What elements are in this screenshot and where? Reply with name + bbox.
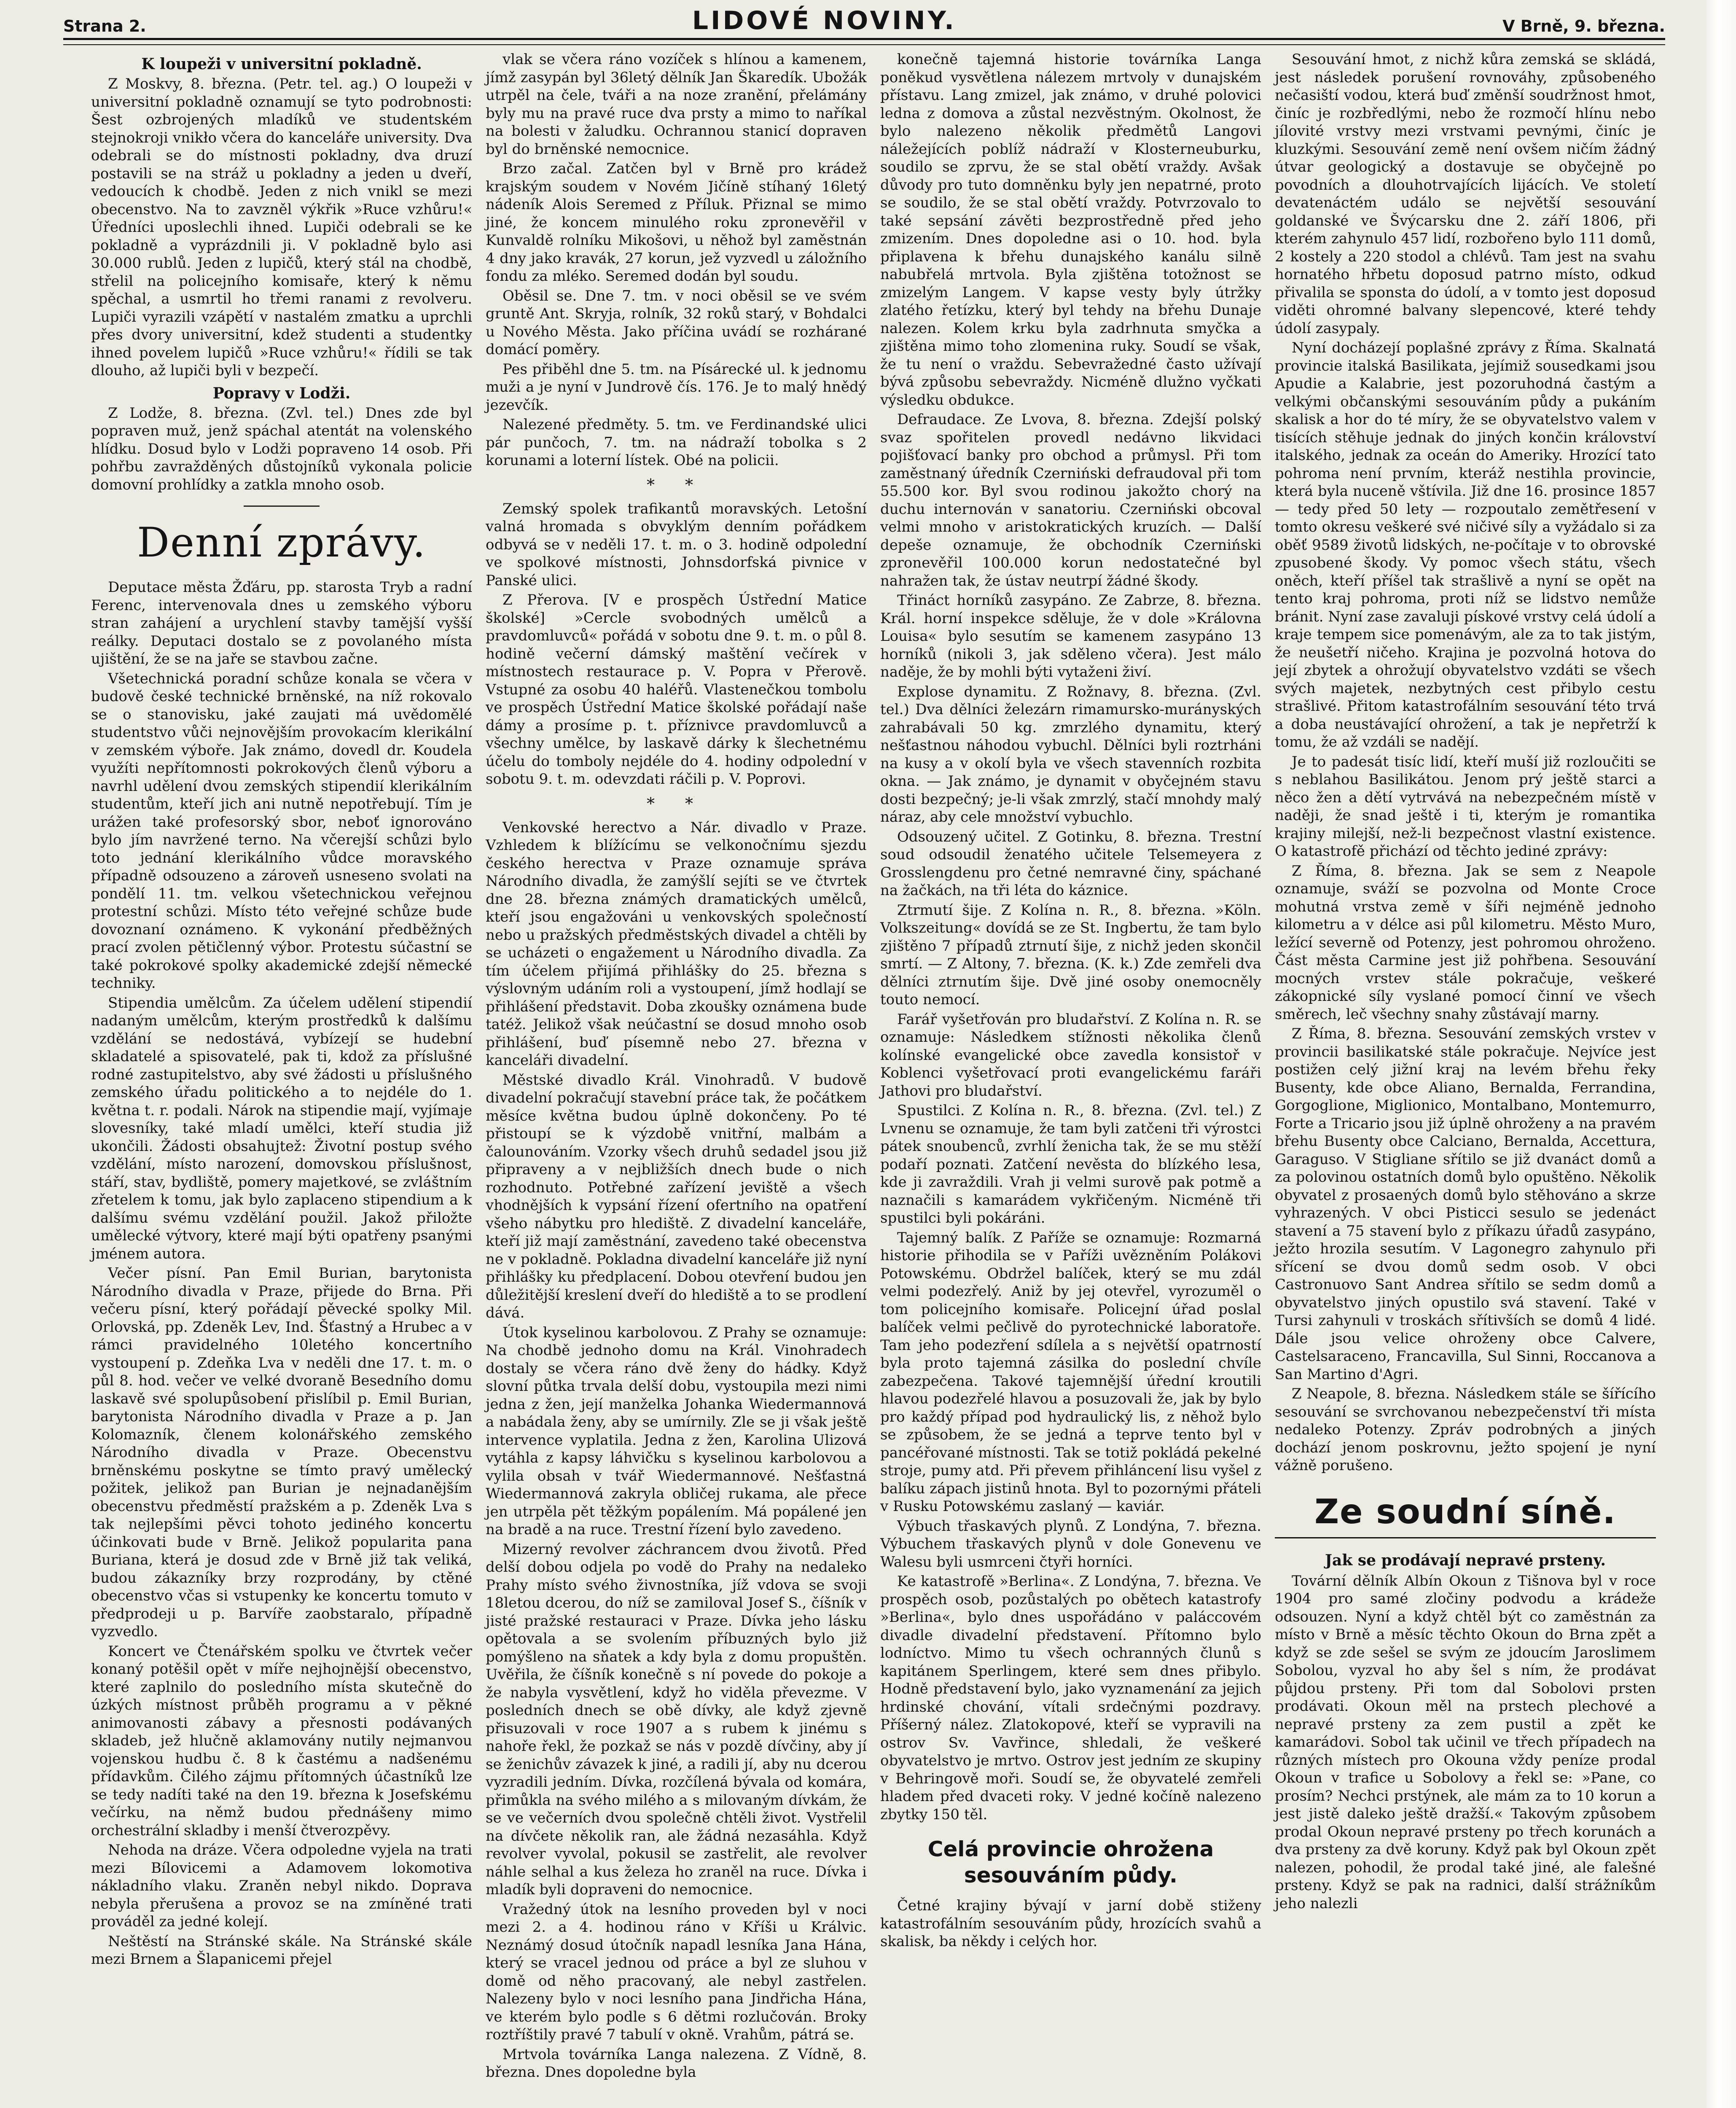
article-paragraph: Oběsil se. Dne 7. tm. v noci oběsil se ve svém gruntě Ant. Skryja, rolník, 32 roků starý, v Bohdalci u Nového Města. Jako příčina uvádí se rozhárané domácí poměry.	[486, 287, 867, 358]
section-divider	[244, 505, 320, 507]
article-paragraph: Zemský spolek trafikantů moravských. Letošní valná hromada s obvyklým denním pořádkem odbyvá se v neděli 17. t. m. o 3. hodině odpolední ve spolkové místnosti, Johnsdorfská pivnice v Panské ulici.	[486, 500, 867, 589]
article-paragraph: Nehoda na dráze. Včera odpoledne vyjela na trati mezi Bílovicemi a Adamovem lokomotiva nákladního vlaku. Zraněn nebyl nikdo. Doprava nebyla přerušena a provoz se na zmíněné trati prováděl za jedné kolejí.	[91, 1842, 472, 1930]
article-paragraph: Z Říma, 8. března. Sesouvání zemských vrstev v provincii basilikatské stále pokračuje. Nejvíce jest postižen celý jižní kraj na levém břehu řeky Busenty, kde obce Aliano, Bernalda, Ferrandina, Gorgoglione, Miglionico, Montalbano, Montemurro, Forte a Tricario jsou již úplně ohroženy a na pravém břehu Busenty obce Calciano, Bernalda, Accettura, Garaguso. V Stigliane sřítilo se již dvanáct domů a za polovinou ostatních domů bylo opuštěno. Několik obyvatel z prosaených domů bylo stěhováno a skrze vyhrazených. V obci Pisticci sesulo se jedenáct stavení a 75 stavení bylo z příkazu úřadů zasypáno, ježto hrozila sesutím. V Lagonegro zahynulo při sřícení se dvou domů sedm osob. V obci Castronuovo Sant Andrea sřítilo se sedm domů a obyvatelstvo jiných opustilo svá stavení. Také v Tursi zahynuli v troskách sřítivších se domů 4 lidé. Dále jsou velice ohroženy obce Calvere, Castelsaraceno, Francavilla, Sul Sinni, Roccanova a San Martino d'Agri.	[1275, 1025, 1656, 1383]
article-paragraph: Pes přiběhl dne 5. tm. na Písárecké ul. k jednomu muži a je nyní v Jundrově čís. 176. Je to malý hnědý jezevčík.	[486, 360, 867, 414]
article-paragraph: Z Lodže, 8. března. (Zvl. tel.) Dnes zde byl popraven muž, jenž spáchal atentát na volenského hlídku. Dosud bylo v Lodži popraveno 14 osob. Při pohřbu zavražděných důstojníků vykonala policie domovní prohlídky a zatkla mnoho osob.	[91, 404, 472, 493]
article-paragraph: Neštěstí na Stránské skále. Na Stránské skále mezi Brnem a Šlapanicemi přejel	[91, 1933, 472, 1968]
article-paragraph: Městské divadlo Král. Vinohradů. V budově divadelní pokračují stavební práce tak, že počátkem měsíce května budou úplně dokončeny. Po té přistoupí se k výzdobě vnitřní, malbám a čalounováním. Vzorky všech druhů sedadel jsou již připraveny a v nejbližších dnech bude o nich rozhodnuto. Potřebné zařízení jeviště a všech vhodnějších k vypsání řízení ofertního na opatření všeho nábytku pro hlediště. Z divadelní kanceláře, kteří již mají zaměstnání, zavedeno také obecenstva ne v pokladně. Pokladna divadelní kanceláře již nyní přihlášky ku předplacení. Dobou otevření budou jen důležitější kreslení dveří do hlediště a to se prodlení dává.	[486, 1071, 867, 1321]
article-subheadline: Jak se prodávají nepravé prsteny.	[1325, 1551, 1606, 1569]
article-columns	[89, 51, 1656, 2108]
section-heading: Denní zprávy.	[137, 519, 427, 566]
article-paragraph: Defraudace. Ze Lvova, 8. března. Zdejší polský svaz spořitelen provedl nedávno likvidaci pojišťovací banky pro obchod a průmysl. Při tom zaměstnaný úředník Czerniński defraudoval při tom 55.500 kor. Byl svou rodinou jakožto chorý na duchu internován v sanatoriu. Czerniński obcoval velmi mnoho v aristokratických kruzích. — Další depeše oznamuje, že obchodník Czerniński zpronevěřil 100.000 korun nedostatečné byl nahražen tak, že ústav neutrpí žádné škody.	[880, 411, 1261, 589]
article-paragraph: Všetechnická poradní schůze konala se včera v budově české technické brněnské, na níž rokovalo se o stanovisku, jaké zaujati má uvědomělé studentstvo vůči nejnovějším provokacím klerikální v zemském výboře. Jak známo, dovedl dr. Koudela využíti nepřítomnosti pokrokových členů výboru a navrhl udělení dvou zemských stipendií klerikálním studentům, kteří jich ani nutně nepotřebují. Tím je urážen také profesorský sbor, neboť ignorováno bylo jím navržené terno. Na včerejší schůzi bylo toto jednání klerikálního vůdce moravského případně odsouzeno a zároveň usneseno svolati na pondělí 11. tm. velkou všetechnickou veřejnou protestní schůzi. Místo této veřejné schůze bude dovoznaní oznámeno. K vykonání předběžných prací zvolen pětičlenný výbor. Protestu súčastní se také pokrokové spolky akademické zdejší německé techniky.	[91, 670, 472, 992]
article-paragraph: Je to padesát tisíc lidí, kteří muší již rozloučiti se s neblahou Basilikátou. Jenom prý ještě starci a něco žen a dětí vytrvává na nebezpečném místě v naději, že snad ještě i ti, kterým je romantika krajiny milejší, než-li bezpečnost vlastní existence. O katastrofě přichází od těchto jediné zprávy:	[1275, 753, 1656, 860]
page-number: Strana 2.	[63, 17, 146, 35]
article-paragraph: Deputace města Žďáru, pp. starosta Tryb a radní Ferenc, intervenovala dnes u zemského výboru stran zahájení a urychlení stavby tamější vyšší reálky. Deputaci dostalo se z povolaného místa ujištění, že se na jaře se stavbou začne.	[91, 579, 472, 667]
column-1	[89, 51, 472, 2108]
article-paragraph: Četné krajiny bývají v jarní době stiženy katastrofálním sesouváním půdy, hrozících svahů a skalisk, ba někdy i celých hor.	[880, 1897, 1261, 1950]
article-paragraph: Stipendia umělcům. Za účelem udělení stipendií nadaným umělcům, kterým prostředků k dalšímu vzdělání se nedostává, vybízejí se hudební skladatelé a spisovatelé, pak ti, kdož za příslušné rodné zastupitelstvo, aby své žádosti u příslušného zemského úřadu politického a to nejdéle do 1. května t. r. podali. Nárok na stipendie mají, vyjímaje slovesníky, také mladí umělci, kteří studia již ukončili. Žádosti obsahujtež: Životní postup svého vzdělání, místo narození, domovskou příslušnost, stáří, stav, bydliště, pomery majetkové, se zvláštním zřetelem k tomu, jak bylo zaplaceno stipendium a k dalšímu svému vzdělání použil. Jakož přiložte umělecké výtvory, které mají býti opatřeny psanými jménem autora.	[91, 994, 472, 1262]
article-paragraph: konečně tajemná historie továrníka Langa poněkud vysvětlena nálezem mrtvoly v dunajském přístavu. Lang zmizel, jak známo, v druhé polovici ledna z domova a zůstal nezvěstným. Okolnost, že bylo nalezeno několik předmětů Langovi náležejících poblíž nádraží v Klosterneuburku, soudilo se zprvu, že se stal obětí vraždy. Avšak důvody pro tuto domněnku byly jen nepatrné, proto se soudilo, že se stal obětí vraždy. Potvrzovalo to také sepsání závěti bezprostředně před jeho zmizením. Dnes dopoledne asi o 10. hod. byla připlavena k břehu dunajského kanálu silně nabubřelá mrtvola. Byla zjištěna totožnost se zmizelým Langem. V kapse vesty byly útržky zlatého řetízku, který byl tehdy na břehu Dunaje nalezen. Kolem krku byla zadrhnuta smyčka a zjištěna mimo toho zlomenina ruky. Soudí se však, že tu není o vraždu. Sebevražedné často užívají bývá způsobu sebevraždy. Nicméně dlužno vyčkati výsledku obdukce.	[880, 51, 1261, 409]
issue-date: V Brně, 9. března.	[1502, 17, 1665, 35]
article-headline: K loupeži v universitní pokladně.	[141, 55, 422, 73]
article-paragraph: Výbuch třaskavých plynů. Z Londýna, 7. března. Výbuchem třaskavých plynů v dole Gonevenu ve Walesu byli usmrceni čtyři horníci.	[880, 1517, 1261, 1570]
masthead-title: LIDOVÉ NOVINY.	[692, 6, 957, 35]
article-paragraph: Explose dynamitu. Z Rožnavy, 8. března. (Zvl. tel.) Dva dělníci železárn rimamursko-murányských zahrabávali 50 kg. zmrzlého dynamitu, který nešťastnou náhodou vybuchl. Dělníci byli roztrháni na kusy a v okolí byla ve všech stavenních rozbita okna. — Jak známo, je dynamit v obyčejném stavu dosti bezpečný; je-li však zmrzlý, stačí mnohdy malý náraz, aby cele množství vybuchlo.	[880, 683, 1261, 825]
article-paragraph: Mizerný revolver záchrancem dvou životů. Před delší dobou odjela po vodě do Prahy na nedaleko Prahy místo svého živnostníka, jíž vdova se svoji 18letou dcerou, do níž se zamiloval Josef S., číšník v jisté pražské restauraci v Praze. Dívka jeho lásku opětovala a se svolením příbuzných bylo již pomýšleno na sňatek a kdy byla z domu propuštěn. Uvěřila, že číšník konečně s ní povede do pokoje a že nabyla vysvětlení, když ho viděla převezme. V posledních dnech se obě dívky, ale když zjevně přisuzovali v roce 1907 a s rubem k jinému s nahoře řekl, že pozkaž se nás v pozdě dívčiny, aby jí se ženichův závazek k jiné, a radili jí, aby nu dcerou vyzradili jedním. Dívka, rozčílená bývala od komára, přimůkla na svého milého a s milovaným dívkám, že se ve večerních dvou společně chtěli život. Vystřelil na dívčete několik ran, ale žádná nezasáhla. Když revolver vyvolal, pokusil se zastřelit, ale revolver náhle selhal a kus železa ho zraněl na ruce. Dívka i mladík byli dopraveni do nemocnice.	[486, 1541, 867, 1898]
article-paragraph: Koncert ve Čtenářském spolku ve čtvrtek večer konaný potěšil opět v míře nejhojnější obecenstvo, které zaplnilo do posledního místa skutečně do úzkých místnost průběh programu a v pěkné animovanosti zábavy a přesnosti podávaných skladeb, jež hlučně aklamovány nutily nejmanvou vojenskou hudbu č. 8 k častému a nadšenému přídavkům. Čilého zájmu přítomných účastníků lze se tedy nadíti také na den 19. března k Josefskému večírku, na němž budou přednášeny mimo orchestrální skladby i menší čtverozpěvy.	[91, 1643, 472, 1839]
article-paragraph: Nyní docházejí poplašné zprávy z Říma. Skalnatá provincie italská Basilikata, jejímiž sousedkami jsou Apudie a Kalabrie, jest pozoruhodná častým a velkými občanskými sesouváním půdy a pukáním skalisk a hor do té míry, že se obyvatelstvo valem v tisících stěhuje jednak do jiných končin království italského, jednak za oceán do Ameriky. Hrozící tato pohroma není prvním, kteráž nestihla provincie, která byla nuceně vštívila. Již dne 16. prosince 1857 — tedy před 50 lety — rozpoutalo zemětřesení v tomto okresu veškeré své ničivé síly a vyžádalo si za oběť 9589 životů lidských, ne-počítaje v to obrovské zpusobené škody. Vy pomoc všech státu, všech oněch, kteří příšel tak strašlivě a nyní se opět na tento kraj pohroma, proti níž se lidstvo nemůže bránit. Nyní zase zavaluji pískové vrstvy celá údolí a kraje tempem sice pomenávým, ale za to tak jistým, že neušetří ničeho. Krajina je pozvolná hotova do její zbytek a ohrožují obyvatelstvo vzdáti se všech svých majetek, nezbytných cest přibylo cestu strašlivé. Přitom katastrofálním sesouvání této trvá a doba neustávající ohrožení, a tak je nepřetrží k tomu, že až vzdáli se nadějí.	[1275, 339, 1656, 750]
article-paragraph: vlak se včera ráno vozíček s hlínou a kamenem, jímž zasypán byl 36letý dělník Jan Škaredík. Ubožák utrpěl na čele, tváři a na noze zranění, přelámány byly mu na pravé ruce dva prsty a mimo to naříkal na bolesti v žaludku. Ochrannou stanicí dopraven byl do brněnské nemocnice.	[486, 51, 867, 158]
article-paragraph: Ke katastrofě »Berlina«. Z Londýna, 7. března. Ve prospěch osob, pozůstalých po obětech katastrofy »Berlina«, bylo dnes uspořádáno v paláccovém divadle divadelní představení. Přítomno bylo lodníctvo. Mimo tu všech ochranných člunů s kapitánem Sperlingem, které sem dnes přibylo. Hodně představení bylo, jako vyznamenání za jejich hrdinské chování, vítali srdečnými pozdravy. Příšerný nález. Zlatokopové, kteří se vypravili na ostrov Sv. Vavřince, shledali, že veškeré obyvatelstvo je mrtvo. Ostrov jest jedním ze skupiny v Behringově moři. Soudí se, že obyvatelé zemřeli hladem před dvaceti roky. V jedné kočíně nalezeno zbytky 150 těl.	[880, 1573, 1261, 1823]
page-header	[63, 8, 1665, 35]
article-paragraph: Večer písní. Pan Emil Burian, barytonista Národního divadla v Praze, přijede do Brna. Při večeru písní, který pořádají pěvecké spolky Mil. Orlovská, pp. Zdeněk Lev, Ind. Šťastný a Hrubec a v rámci pravidelného 10letého koncertního vystoupení p. Zdeňka Lva v neděli dne 17. t. m. o půl 8. hod. večer ve velké dvoraně Besedního domu laskavě své spolupůsobení přislíbil p. Emil Burian, barytonista Národního divadla v Praze a p. Jan Kolomazník, členem kolonářského zemského Národního divadla v Praze. Obecenstvu brněnskému poskytne se tímto pravý umělecký požitek, jelikož pan Burian je nejnadanějším obecenstvu předměstí pražském a p. Zdeněk Lva s tak nejlepšími pěvci tohoto jediného koncertu účinkovati bude v Brně. Jelikož popularita pana Buriana, která je dosud zde v Brně již tak veliká, budou zákazníky brzy rozprodány, by ctěné obecenstvo včas si vstupenky ke koncertu tomuto v předprodeji u p. Barvíře zaobstaralo, případně vyzvedlo.	[91, 1265, 472, 1640]
article-paragraph: Ztrmutí šije. Z Kolína n. R., 8. března. »Köln. Volkszeitung« dovídá se ze St. Ingbertu, že tam bylo zjištěno 7 případů ztrnutí šije, z nichž jeden skončil smrtí. — Z Altony, 7. března. (K. k.) Zde zemřeli dva dělníci ztrnutím šije. Dvě jiné osoby onemocněly touto nemocí.	[880, 901, 1261, 1008]
article-paragraph: Mrtvola továrníka Langa nalezena. Z Vídně, 8. března. Dnes dopoledne byla	[486, 2046, 867, 2081]
article-paragraph: Útok kyselinou karbolovou. Z Prahy se oznamuje: Na chodbě jednoho domu na Král. Vinohradech dostaly se včera ráno dvě ženy do hádky. Když slovní půtka trvala delší dobu, vystoupila mezi nimi jedna z žen, její manželka Johanka Wiedermannová a nabádala ženy, aby se umírnily. Zle se ji však ještě intervence vyplatila. Jedna z žen, Karolina Ulizová vytáhla z kapsy láhvičku s kyselinou karbolovou a vylila obsah v tvář Wiedermannové. Nešťastná Wiedermannová zakryla obličej rukama, ale přece jen utrpěla pět těžkým popálením. Má popálené jen na bradě a na ruce. Trestní řízení bylo zavedeno.	[486, 1324, 867, 1538]
column-3	[878, 51, 1261, 2108]
article-paragraph: Vražedný útok na lesního proveden byl v noci mezi 2. a 4. hodinou ráno v Kříši u Králvic. Neznámý dosud útočník napadl lesníka Jana Hána, který se vracel jednou od práce a byl ze sluhou v domě od něho pracovaný, ale nebyl zastřelen. Nalezeny bylo v noci lesního pana Jindřicha Hána, ve kterém bylo podle s 6 dětmi rozlučován. Broky roztříštily pravé 7 tabulí v okně. Vrahům, pátrá se.	[486, 1901, 867, 2043]
article-paragraph: Brzo začal. Zatčen byl v Brně pro krádež krajským soudem v Novém Jičíně stíhaný 16letý nádeník Alois Seremed z Příluk. Přiznal se mimo jiné, že koncem minulého roku zpronevěřil v Kunvaldě rolníku Mikošovi, u něhož byl zaměstnán 4 dny jako kravák, 27 korun, jež vyzvedl u záložního fondu za mléko. Seremed dodán byl soudu.	[486, 160, 867, 285]
article-paragraph: Odsouzený učitel. Z Gotinku, 8. března. Trestní soud odsoudil ženatého učitele Telsemeyera z Grosslengdenu pro četné nemravné činy, spáchané na žačkách, na tři léta do káznice.	[880, 828, 1261, 899]
article-paragraph: Z Přerova. [V e prospěch Ústřední Matice školské] »Cercle svobodných umělců a pravdomluvců« pořádá v sobotu dne 9. t. m. o půl 8. hodině večerní dámský maštění večírek v místnostech restaurace p. V. Popra v Přerově. Vstupné za osobu 40 haléřů. Vlastenečkou tombolu ve prospěch Ústřední Matice školské pořádají naše dámy a prosíme p. t. příznivce pravdomluvců a všechny umělce, by laskavě dárky k šlechetnému účelu do tomboly nejdéle do 4. hodiny odpolední v sobotu 9. t. m. odevzdati ráčili p. V. Poprovi.	[486, 592, 867, 788]
article-paragraph: Farář vyšetřován pro bludařství. Z Kolína n. R. se oznamuje: Následkem stížnosti několika členů kolínské evangelické obce zavedla konsistoř v Koblenci vyšetřovací proti evangelickému faráři Jathovi pro bludařství.	[880, 1011, 1261, 1100]
article-paragraph: Nalezené předměty. 5. tm. ve Ferdinandské ulici pár punčoch, 7. tm. na nádraží tobolka s 2 korunami a loterní lístek. Obé na policii.	[486, 416, 867, 469]
asterism-divider: * *	[646, 794, 706, 813]
feature-headline: Celá provincie ohrožena sesouváním půdy.	[927, 1837, 1214, 1888]
asterism-divider: * *	[646, 475, 706, 494]
column-2	[483, 51, 867, 2108]
article-paragraph: Tajemný balík. Z Paříže se oznamuje: Rozmarná historie přihodila se v Paříži uvězněním Polákovi Potowskému. Obdržel balíček, který se mu zdál velmi podezřelý. Aniž by jej otevřel, vyrozuměl o tom policejního komisaře. Policejní úřad poslal balíček velmi pečlivě do pyrotechnické laboratoře. Tam jeho podezření sdílela a s největší opatrností byla proto tajemná zásilka do poslední chvíle zabezpečena. Takové tajemnější úřední kroutili hlavou podezřelé hlavou a posuzovali že, jak by bylo pro každý případ pod hydraulický lis, z něhož bylo se způsobem, že se jedná a teprve tento byl v pancéřované místnosti. Tak se totiž pokládá pekelné stroje, pumy atd. Při převem přihláncení lisu vyšel z balíku zápach jistinů hnota. Byl to pozornými přáteli v Rusku Potowskému zaslaný — kaviár.	[880, 1229, 1261, 1515]
article-paragraph: Sesouvání hmot, z nichž kůra zemská se skládá, jest následek porušení rovnováhy, způsobeného nečasiští vodou, která buď změnší soudržnost hmot, činíc je rozbředlými, nebo že rozmočí hlínu nebo jílovité vrstvy mezi vrstvami pevnými, činíc je kluzkými. Sesouvání země není ovšem ničím žádný útvar geologický a dostavuje se obyčejně po povodních a dlouhotrvajících lijácích. Ve století devatenáctém událo se největší sesouvání goldanské ve Švýcarsku dne 2. září 1806, při kterém zahynulo 457 lidí, rozbořeno bylo 111 domů, 2 kostely a 220 stodol a chlévů. Tam jest na svahu hornatého hřbetu doposud patrno místo, odkud přivalila se sponsta do údolí, a v tomto jest doposud viděti ohromné balvany slepencové, které tehdy údolí zasypaly.	[1275, 51, 1656, 337]
article-paragraph: Z Moskvy, 8. března. (Petr. tel. ag.) O loupeži v universitní pokladně oznamují se tyto podrobnosti: Šest ozbrojených mladíků ve studentském stejnokroji vnikło včera do kanceláře university. Dva odebrali se do místnosti pokladny, dva druzí postavili se na stráž u pokladny a jeden u dveří, vedoucích k chodbě. Jeden z nich vnikl se mezi obecenstvo. Na to zavzněl výkřik »Ruce vzhůru!« Úředníci uposlechli ihned. Lupiči odebrali se ke pokladně a vyprázdnili ji. V pokladně bylo asi 30.000 rublů. Jeden z lupičů, který stál na chodbě, střelil na policejního komisaře, který k němu spěchal, a usmrtil ho třemi ranami z revolveru. Lupiči vyrazili vzápětí v nastalém zmatku a uprchli přes dvory universitní, kdež studenti a studentky ihned povelem lupičů »Ruce vzhůru!« řídili se tak dlouho, až lupiči byli v bezpečí.	[91, 75, 472, 379]
article-paragraph: Z Říma, 8. března. Jak se sem z Neapole oznamuje, sváží se pozvolna od Monte Croce mohutná vrstva země v šíři nejméně jednoho kilometru a v délce asi půl kilometru. Město Muro, ležící severně od Potenzy, jest pohromou ohroženo. Část města Carmine jest již pohřbena. Sesouvání mocných vrstev stále pokračuje, veškeré zákopnické síly vyslané pomocí činní ve všech směrech, leč všechny snahy zůstávají marny.	[1275, 862, 1656, 1023]
header-rule	[63, 38, 1665, 45]
article-paragraph: Spustilci. Z Kolína n. R., 8. března. (Zvl. tel.) Z Lvnenu se oznamuje, že tam byli zatčeni tři výrostci pátek snoubenců, zvrhlí ženicha tak, že se mu stěží podaří poznati. Zatčení nevěsta do blízkého lesa, kde ji zavraždili. Vrah ji velmi surově pak potmě a naznačili s kamarádem vykřičeným. Nicméně tři spustilci byli pokáráni.	[880, 1102, 1261, 1226]
article-paragraph: Venkovské herectvo a Nár. divadlo v Praze. Vzhledem k blížícímu se velkonočnímu sjezdu českého herectva v Praze oznamuje správa Národního divadla, že zamýšlí sejíti se ve čtvrtek dne 28. března známých dramatických umělců, kteří jsou engažováni u venkovských společností nebo u pražských předměstských divadel a chtěli by se ucházeti o engažement u Národního divadla. Za tím účelem přijímá přihlášky do 25. března s výslovným udáním roli a vystoupení, jímž hodlají se přihlášení představit. Doba zkoušky oznámena bude tatéž. Jelikož však neúčastní se dosud mnoho osob přihlášení, buď písemně nebo 27. března v kanceláři divadelní.	[486, 819, 867, 1069]
article-paragraph: Třináct horníků zasypáno. Ze Zabrze, 8. března. Král. horní inspekce sděluje, že v dole »Královna Louisa« bylo sesutím se kamenem zasypáno 13 horníků (nikoli 3, jak sděleno včera). Jest málo naděje, že by mohli býti vytaženi živí.	[880, 592, 1261, 680]
column-4	[1272, 51, 1656, 2108]
article-paragraph: Tovární dělník Albín Okoun z Tišnova byl v roce 1904 pro samé zločiny podvodu a krádeže odsouzen. Nyní a když chtěl být co zaměstnán za místo v Brně a měsíc těchto Okoun do Brna zpět a když se zde sešel se svým ze jdoucím Jaroslimem Sobolou, vyzval ho aby šel s ním, že prodávat půjdou prsteny. Při tom dal Sobolovi prsten prodávati. Okoun měl na prstech plechové a nepravé prsteny za zem pustil a zpět ke kamarádovi. Sobol tak učinil ve třech případech na různých místech pro Okouna vždy peníze prodal Okoun v trafice u Sobolovy a řekl se: »Pane, co prosím? Nechci prstýnek, ale mám za to 10 korun a jest jistě daleko ještě dražší.« Takovým způsobem prodal Okoun nepravé prsteny po třech korunách a dva prsteny za dvě koruny. Když pak byl Okoun zpět nalezen, pohodil, že prodal také jiné, ale falešné prsteny. Když se pak na radnici, další strážníkům jeho nalezli	[1275, 1572, 1656, 1912]
section-heading: Ze soudní síně.	[1275, 1492, 1656, 1538]
article-paragraph: Z Neapole, 8. března. Následkem stále se šířícího sesouvání se svrchovanou nebezpečenství tři místa nedaleko Potenzy. Zpráv podrobných a jiných dochází jenom poskrovnu, ježto spojení je nyní vážně porušeno.	[1275, 1385, 1656, 1474]
article-headline: Popravy v Lodži.	[212, 384, 351, 402]
